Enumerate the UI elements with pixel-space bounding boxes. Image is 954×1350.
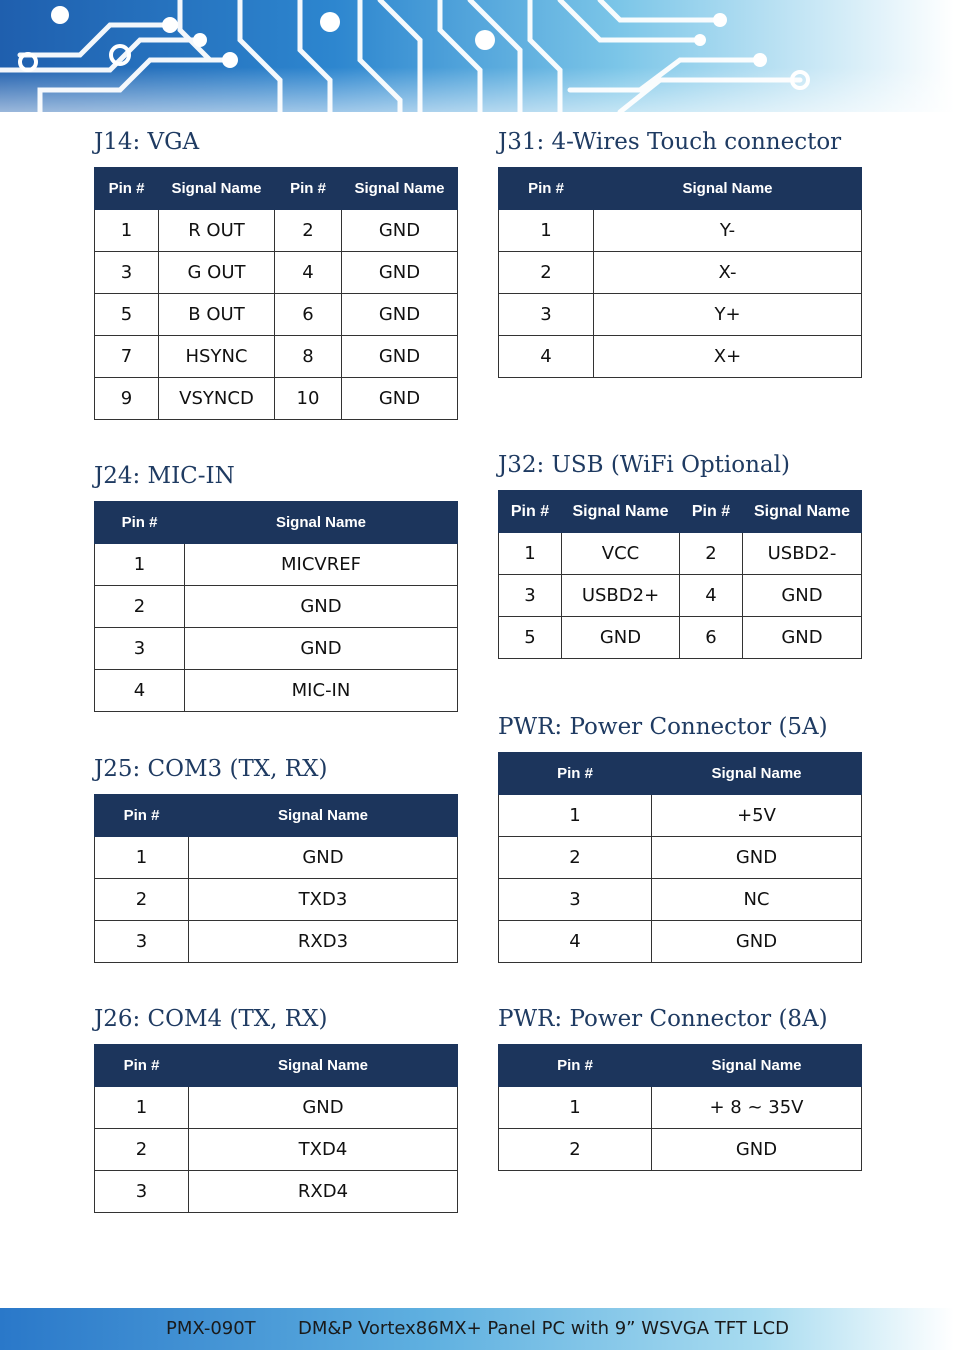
table-row — [499, 617, 862, 659]
header-cell: Signal Name — [562, 491, 680, 533]
table-cell: G OUT — [159, 252, 275, 294]
header-cell: Signal Name — [652, 753, 862, 795]
table-cell: 1 — [95, 1087, 189, 1129]
header-cell: Signal Name — [743, 491, 862, 533]
table-cell: GND — [743, 575, 862, 617]
table-cell: +5V — [652, 795, 862, 837]
section-pwr-8a — [498, 1004, 862, 1171]
table-cell: USBD2+ — [562, 575, 680, 617]
header-cell: Signal Name — [159, 168, 275, 210]
table-cell: 2 — [95, 1129, 189, 1171]
table-row — [95, 586, 458, 628]
table-cell: GND — [185, 628, 458, 670]
table-row — [499, 837, 862, 879]
table-cell: VCC — [562, 533, 680, 575]
section-title: J31: 4-Wires Touch connector — [498, 129, 842, 155]
header-cell: Signal Name — [189, 795, 458, 837]
section-title: J14: VGA — [94, 129, 200, 155]
table-row — [95, 921, 458, 963]
header-cell: Pin # — [499, 753, 652, 795]
header-cell: Signal Name — [185, 502, 458, 544]
section-j14-vga — [94, 127, 458, 420]
table-cell: 1 — [499, 1087, 652, 1129]
table-cell: 1 — [95, 837, 189, 879]
table-cell: TXD4 — [189, 1129, 458, 1171]
pin-table — [498, 490, 862, 659]
table-cell: 4 — [275, 252, 342, 294]
table-cell: RXD3 — [189, 921, 458, 963]
table-cell: GND — [342, 294, 458, 336]
table-cell: 3 — [499, 879, 652, 921]
table-cell: 3 — [95, 921, 189, 963]
header-cell: Pin # — [95, 168, 159, 210]
table-cell: GND — [652, 921, 862, 963]
table-cell: 3 — [95, 1171, 189, 1213]
table-cell: R OUT — [159, 210, 275, 252]
table-row — [95, 252, 458, 294]
table-cell: 8 — [275, 336, 342, 378]
table-cell: RXD4 — [189, 1171, 458, 1213]
table-row — [95, 1171, 458, 1213]
table-cell: 7 — [95, 336, 159, 378]
header-cell: Pin # — [95, 1045, 189, 1087]
table-row — [95, 879, 458, 921]
header-cell: Pin # — [499, 168, 594, 210]
table-cell: 2 — [95, 586, 185, 628]
table-cell: 1 — [95, 544, 185, 586]
table-cell: GND — [342, 210, 458, 252]
footer-description: DM&P Vortex86MX+ Panel PC with 9” WSVGA TFT LCD — [298, 1318, 789, 1339]
section-j32-usb — [498, 450, 862, 659]
table-row — [95, 1129, 458, 1171]
table-cell: GND — [342, 336, 458, 378]
table-cell: X+ — [594, 336, 862, 378]
table-cell: GND — [562, 617, 680, 659]
table-cell: MIC-IN — [185, 670, 458, 712]
table-row — [499, 533, 862, 575]
section-title: J25: COM3 (TX, RX) — [94, 756, 328, 782]
table-cell: + 8 ~ 35V — [652, 1087, 862, 1129]
table-cell: VSYNCD — [159, 378, 275, 420]
table-cell: 3 — [95, 252, 159, 294]
table-row — [499, 336, 862, 378]
table-cell: 1 — [499, 795, 652, 837]
table-cell: 3 — [95, 628, 185, 670]
header-cell: Pin # — [680, 491, 743, 533]
header-cell: Signal Name — [342, 168, 458, 210]
pin-table — [94, 501, 458, 712]
table-cell: 1 — [95, 210, 159, 252]
table-cell: 6 — [680, 617, 743, 659]
section-j26-com4 — [94, 1004, 458, 1213]
table-cell: GND — [342, 378, 458, 420]
table-cell: Y- — [594, 210, 862, 252]
section-title: J24: MIC-IN — [94, 463, 235, 489]
table-row — [95, 378, 458, 420]
pin-table — [498, 752, 862, 963]
pin-table — [498, 1044, 862, 1171]
header-cell: Pin # — [499, 1045, 652, 1087]
table-cell: 4 — [499, 921, 652, 963]
section-j25-com3 — [94, 754, 458, 963]
header-cell: Pin # — [275, 168, 342, 210]
table-row — [499, 252, 862, 294]
table-row — [499, 210, 862, 252]
table-cell: MICVREF — [185, 544, 458, 586]
table-row — [499, 294, 862, 336]
table-row — [499, 879, 862, 921]
table-row — [499, 1087, 862, 1129]
table-row — [95, 294, 458, 336]
header-cell: Signal Name — [189, 1045, 458, 1087]
header-cell: Pin # — [95, 502, 185, 544]
table-cell: 2 — [499, 1129, 652, 1171]
table-row — [95, 210, 458, 252]
section-pwr-5a — [498, 712, 862, 963]
section-j31-touch — [498, 127, 862, 378]
footer-model: PMX-090T — [166, 1318, 256, 1339]
table-cell: 1 — [499, 533, 562, 575]
table-cell: NC — [652, 879, 862, 921]
table-row — [499, 1129, 862, 1171]
page-footer — [0, 1308, 954, 1350]
header-cell: Pin # — [95, 795, 189, 837]
pin-table — [94, 794, 458, 963]
header-cell: Signal Name — [652, 1045, 862, 1087]
table-cell: 3 — [499, 575, 562, 617]
circuit-banner — [0, 0, 954, 112]
table-cell: GND — [652, 1129, 862, 1171]
header-cell: Pin # — [499, 491, 562, 533]
table-cell: B OUT — [159, 294, 275, 336]
table-cell: 4 — [95, 670, 185, 712]
table-row — [499, 921, 862, 963]
table-cell: 2 — [275, 210, 342, 252]
table-cell: USBD2- — [743, 533, 862, 575]
table-cell: HSYNC — [159, 336, 275, 378]
table-row — [499, 575, 862, 617]
table-row — [95, 544, 458, 586]
table-cell: 5 — [95, 294, 159, 336]
table-cell: 5 — [499, 617, 562, 659]
table-cell: GND — [342, 252, 458, 294]
table-cell: GND — [189, 837, 458, 879]
table-cell: 2 — [680, 533, 743, 575]
section-title: PWR: Power Connector (8A) — [498, 1006, 828, 1032]
table-cell: TXD3 — [189, 879, 458, 921]
table-row — [95, 837, 458, 879]
table-cell: 4 — [499, 336, 594, 378]
table-row — [95, 1087, 458, 1129]
table-cell: GND — [185, 586, 458, 628]
table-cell: X- — [594, 252, 862, 294]
table-cell: 2 — [499, 252, 594, 294]
pin-table — [498, 167, 862, 378]
table-cell: GND — [189, 1087, 458, 1129]
table-cell: 9 — [95, 378, 159, 420]
section-j24-mic-in — [94, 461, 458, 712]
table-cell: 2 — [95, 879, 189, 921]
pin-table — [94, 1044, 458, 1213]
table-cell: 6 — [275, 294, 342, 336]
table-row — [499, 795, 862, 837]
table-cell: 10 — [275, 378, 342, 420]
table-cell: GND — [652, 837, 862, 879]
table-cell: 2 — [499, 837, 652, 879]
section-title: J32: USB (WiFi Optional) — [498, 452, 790, 478]
table-cell: 1 — [499, 210, 594, 252]
section-title: J26: COM4 (TX, RX) — [94, 1006, 328, 1032]
table-cell: GND — [743, 617, 862, 659]
table-cell: 4 — [680, 575, 743, 617]
table-row — [95, 628, 458, 670]
header-cell: Signal Name — [594, 168, 862, 210]
table-row — [95, 670, 458, 712]
pin-table — [94, 167, 458, 420]
table-cell: Y+ — [594, 294, 862, 336]
section-title: PWR: Power Connector (5A) — [498, 714, 828, 740]
table-row — [95, 336, 458, 378]
table-cell: 3 — [499, 294, 594, 336]
